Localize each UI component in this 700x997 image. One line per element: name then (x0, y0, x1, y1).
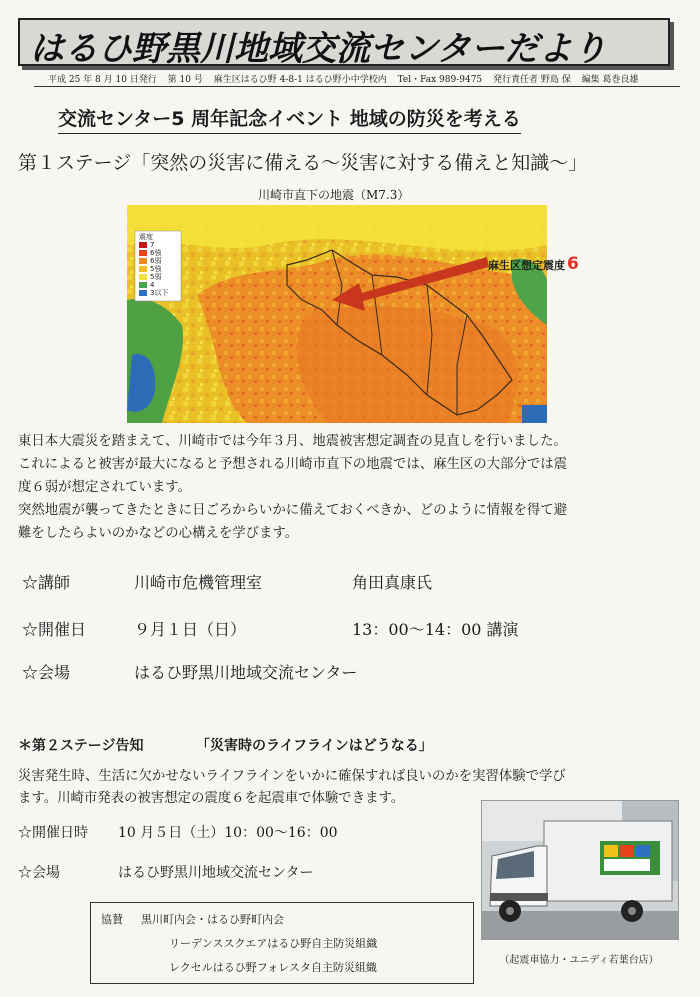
stage2-subtitle: 「災害時のライフラインはどうなる」 (196, 738, 433, 754)
intensity-value: 6 (567, 254, 579, 274)
legend-label: 4 (150, 281, 155, 289)
legend-swatch (139, 266, 147, 272)
stage1-description (18, 430, 678, 545)
legend-entry (139, 289, 168, 297)
legend-swatch (139, 258, 147, 264)
issue-phone: Tel・Fax 989-9475 (397, 75, 483, 85)
header-rule (34, 86, 680, 87)
legend-entry (139, 257, 168, 265)
paragraph-line: 災害発生時、生活に欠かせないライフラインをいかに確保すれば良いのかを実習体験で学び (18, 769, 566, 784)
time-value: 13：00～14：00 講演 (352, 620, 519, 639)
legend-entry (139, 265, 168, 273)
map-caption: 川崎市直下の地震（M7.3） (258, 188, 410, 202)
seismic-intensity-map (127, 205, 547, 423)
stage2-venue-label: ☆会場 (18, 865, 60, 881)
legend-label: 6強 (150, 249, 162, 257)
date-label: ☆開催日 (22, 620, 87, 639)
masthead-title: はるひ野黒川地域交流センターだより (30, 29, 607, 69)
venue-value: はるひ野黒川地域交流センター (134, 663, 358, 682)
stage2-venue-value: はるひ野黒川地域交流センター (118, 865, 314, 881)
stage2-date-value: 10 月５日（土）10：00～16：00 (118, 825, 338, 841)
issue-publisher: 発行責任者 野島 保 (493, 75, 571, 85)
stage1-title: 第１ステージ「突然の災害に備える～災害に対する備えと知識～」 (18, 152, 588, 174)
truck-illustration (482, 801, 678, 939)
lecturer-name: 角田真康氏 (352, 573, 433, 592)
legend-swatch (139, 290, 147, 296)
legend-entry (139, 249, 168, 257)
legend-swatch (139, 282, 147, 288)
stage2-title: ＊第２ステージ告知 (18, 738, 144, 754)
legend-entry (139, 241, 168, 249)
paragraph-line: これによると被害が最大になると予想される川崎市直下の地震では、麻生区の大部分では震 (18, 457, 568, 472)
stage2-venue-row (18, 862, 314, 882)
intensity-label: 麻生区想定震度 (488, 259, 565, 272)
legend-label: 5弱 (150, 273, 162, 281)
stage2-date-label: ☆開催日時 (18, 825, 88, 841)
legend-swatch (139, 242, 147, 248)
lecturer-label: ☆講師 (22, 573, 71, 592)
sponsor-item: リーデンススクエアはるひ野自主防災組織 (169, 937, 378, 950)
sponsors-label: 協賛 (101, 913, 123, 926)
legend-title: 震度 (139, 233, 153, 241)
paragraph-line: ます。川崎市発表の被害想定の震度６を起震車で体験できます。 (18, 791, 405, 806)
paragraph-line: 難をしたらよいのかなどの心構えを学びます。 (18, 526, 299, 541)
lecturer-row (22, 570, 433, 593)
sponsors-box (90, 902, 474, 984)
paragraph-line: 突然地震が襲ってきたときに日ごろからいかに備えておくべきか、どのように情報を得て避 (18, 503, 568, 518)
paragraph-line: 度６弱が想定されています。 (18, 480, 192, 495)
venue-label: ☆会場 (22, 663, 71, 682)
event-headline: 交流センター5 周年記念イベント 地域の防災を考える (58, 104, 521, 134)
legend-label: 7 (150, 241, 155, 249)
legend-swatch (139, 274, 147, 280)
legend-swatch (139, 250, 147, 256)
lecturer-org: 川崎市危機管理室 (134, 573, 263, 592)
stage2-heading (18, 735, 433, 755)
date-value: ９月１日（日） (134, 620, 247, 639)
map-graphic (127, 205, 547, 423)
stage2-date-row (18, 822, 338, 842)
legend-label: 3以下 (150, 289, 169, 297)
legend-items (139, 241, 168, 297)
issue-date: 平成 25 年 8 月 10 日発行 (48, 75, 157, 85)
issue-number: 第 10 号 (167, 75, 203, 85)
issue-editor: 編集 葛巻良雄 (581, 75, 639, 85)
intensity-callout (488, 254, 579, 274)
legend-label: 5強 (150, 265, 162, 273)
masthead-banner (18, 18, 670, 69)
issue-line (48, 72, 678, 85)
photo-caption: （起震車協力・ユニディ若葉台店） (499, 955, 659, 966)
legend-label: 6弱 (150, 257, 162, 265)
issue-address: 麻生区はるひ野 4-8-1 はるひ野小中学校内 (213, 75, 387, 85)
legend-entry (139, 273, 168, 281)
paragraph-line: 東日本大震災を踏まえて、川崎市では今年３月、地震被害想定調査の見直しを行いました。 (18, 434, 567, 449)
legend-entry (139, 281, 168, 289)
map-legend (139, 233, 168, 297)
earthquake-simulator-truck-photo (481, 800, 679, 940)
venue-row (22, 660, 358, 683)
sponsor-item: 黒川町内会・はるひ野町内会 (141, 913, 284, 926)
sponsor-item: レクセルはるひ野フォレスタ自主防災組織 (169, 961, 377, 974)
date-row (22, 617, 519, 640)
